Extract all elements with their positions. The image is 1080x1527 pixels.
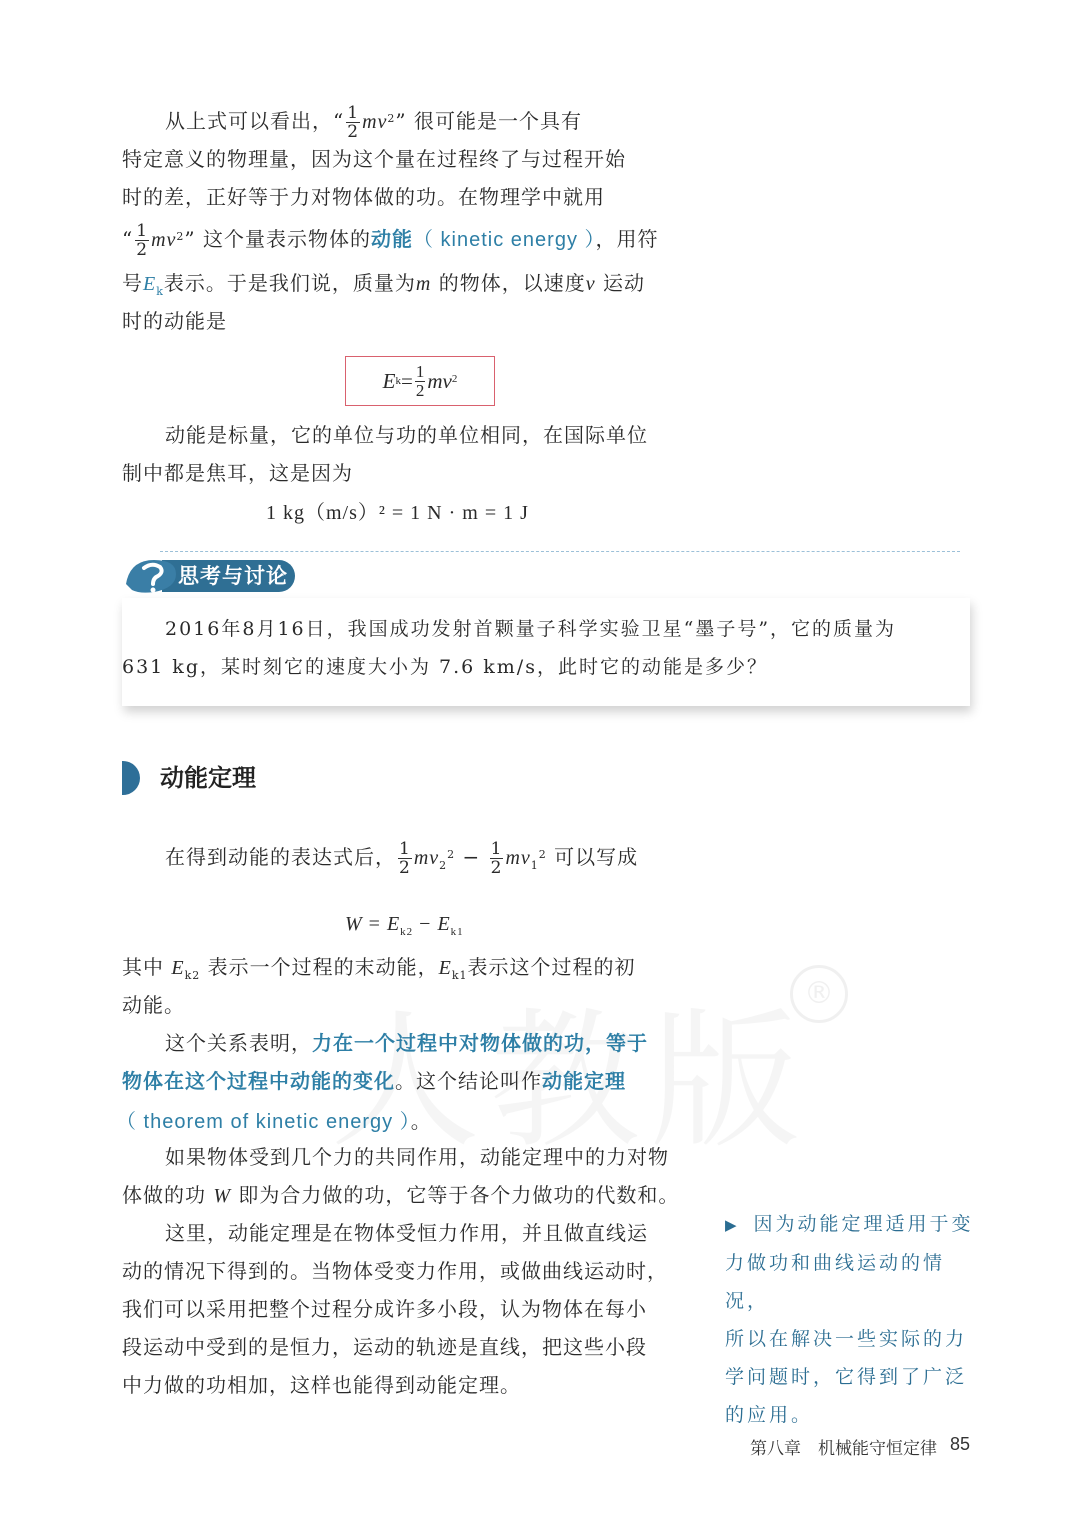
chapter-title: 第八章 机械能守恒定律 xyxy=(750,1439,937,1459)
para7-line5: 中力做的功相加，这样也能得到动能定理。 xyxy=(122,1373,521,1397)
unit-equation: 1 kg（m/s）² = 1 N · m = 1 J xyxy=(266,502,529,524)
para5-line1: 这个关系表明，力在一个过程中对物体做的功，等于 xyxy=(165,1031,648,1055)
para3-line1: 在得到动能的表达式后， $\frac{1}{2}$ $mv_2^2$ − $\frac{1}{2}$ $mv_1^2$ 可以写成 xyxy=(165,839,639,878)
para2-line2: 制中都是焦耳，这是因为 xyxy=(122,461,353,485)
discussion-line1: 2016年8月16日，我国成功发射首颗量子科学实验卫星“墨子号”，它的质量为 xyxy=(165,618,897,640)
para6-line1: 如果物体受到几个力的共同作用，动能定理中的力对物 xyxy=(165,1145,669,1169)
para7-line3: 我们可以采用把整个过程分成许多小段，认为物体在每小 xyxy=(122,1297,647,1321)
term-theorem: 动能定理 xyxy=(542,1069,626,1093)
para1-line6: 时的动能是 xyxy=(122,309,227,333)
para5-line3: （ theorem of kinetic energy ）。 xyxy=(116,1109,432,1133)
section-title: 动能定理 xyxy=(160,764,256,792)
side-note: ▶ 因为动能定理适用于变 力做功和曲线运动的情况， 所以在解决一些实际的力 学问题时，它得到了广泛 的应用。 xyxy=(725,1213,974,1426)
discussion-title: 思考与讨论 xyxy=(178,564,288,588)
para1-line3: 时的差，正好等于力对物体做的功。在物理学中就用 xyxy=(122,185,605,209)
discussion-line2: 631 kg，某时刻它的速度大小为 7.6 km/s，此时它的动能是多少？ xyxy=(122,656,768,678)
para1-line5: 号$E_k$表示。于是我们说，质量为m 的物体，以速度v 运动 xyxy=(122,271,645,298)
para2-line1: 动能是标量，它的单位与功的单位相同，在国际单位 xyxy=(165,423,648,447)
discussion-divider xyxy=(160,551,960,552)
page-number: 85 xyxy=(950,1434,971,1454)
para4-line2: 动能。 xyxy=(122,993,185,1017)
section-marker xyxy=(122,761,140,795)
work-energy-equation: $W = E_{k2} - E_{k1}$ xyxy=(345,913,464,938)
para7-line2: 动的情况下得到的。当物体受变力作用，或做曲线运动时， xyxy=(122,1259,668,1283)
para6-line2: 体做的功 W 即为合力做的功，它等于各个力做功的代数和。 xyxy=(122,1183,680,1207)
question-mark-icon xyxy=(122,554,182,598)
discussion-tag xyxy=(122,556,297,596)
para1-line2: 特定意义的物理量，因为这个量在过程终了与过程开始 xyxy=(122,147,626,171)
para7-line1: 这里，动能定理是在物体受恒力作用，并且做直线运 xyxy=(165,1221,648,1245)
para1-line1: 从上式可以看出，“ $\frac{1}{2}$ $mv^2$” 很可能是一个具有 xyxy=(165,103,582,142)
para5-line2: 物体在这个过程中动能的变化。这个结论叫作动能定理 xyxy=(122,1069,626,1093)
para4-line1: 其中 $E_{k2}$ 表示一个过程的末动能，$E_{k1}$表示这个过程的初 xyxy=(122,955,636,982)
para7-line4: 段运动中受到的是恒力，运动的轨迹是直线，把这些小段 xyxy=(122,1335,647,1359)
para1-line4: “ $\frac{1}{2}$ $mv^2$” 这个量表示物体的动能（ kinetic energy ），用符 xyxy=(122,221,659,260)
triangle-marker-icon: ▶ xyxy=(725,1216,740,1234)
term-kinetic-energy: 动能 xyxy=(370,227,413,251)
kinetic-energy-formula: E k = $\frac{1}{2}$ mv $^2$ xyxy=(345,356,495,406)
registered-mark: ® xyxy=(790,965,848,1023)
